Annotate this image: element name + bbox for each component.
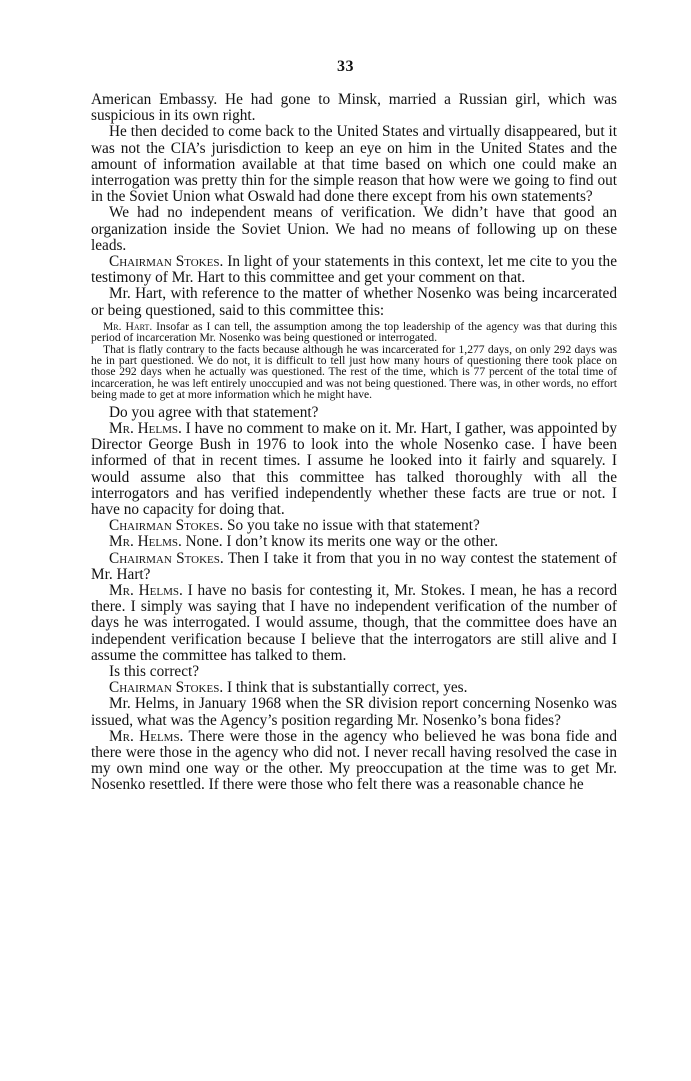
paragraph-text: Insofar as I can tell, the assumption among the top leadership of the agency was that during this period of incarceration Mr. Nosenko was being questioned or interrogated.: [91, 319, 617, 345]
body-text: [91, 92, 617, 794]
paragraph-text: So you take no issue with that statement?: [223, 517, 480, 535]
paragraph-text: He then decided to come back to the United States and virtually disappeared, but it was not the CIA’s jurisdiction to keep an eye on him in the United States and the amount of information available at that time based on which one could make an interrogation was pretty thin for the simple reason that how were we going to find out in the Soviet Union what Oswald had done there except from his own statements?: [91, 123, 617, 206]
paragraph-text: Mr. Helms, in January 1968 when the SR division report concerning Nosenko was issued, what was the Agency’s position regarding Mr. Nosenko’s bona fides?: [91, 695, 617, 729]
paragraph-text: In light of your statements in this context, let me cite to you the testimony of Mr. Hart to this committee and get your comment on that.: [91, 253, 617, 287]
speaker-name: Mr. Helms.: [109, 727, 184, 745]
speaker-name: Chairman Stokes.: [109, 517, 224, 535]
paragraph-text: Do you agree with that statement?: [109, 403, 319, 421]
quote-paragraph: [91, 344, 617, 401]
paragraph-text: I have no comment to make on it. Mr. Hart, I gather, was appointed by Director George Bush in 1976 to look into the whole Nosenko case. I have been informed of that in recent times. I assume he looked into it fairly and squarely. I would assume also that this committee has talked thoroughly with all the interrogators and has verified independently whether these facts are true or not. I have no capacity for doing that.: [91, 419, 618, 518]
speaker-name: Mr. Helms.: [109, 533, 182, 551]
quoted-testimony: [91, 321, 617, 401]
testimony-paragraph: [91, 421, 617, 518]
paragraph-text: Is this correct?: [109, 662, 200, 680]
paragraph-text: There were those in the agency who believed he was bona fide and there were those in the agency who did not. I never recall having resolved the case in my own mind one way or the other. My preoccupation at the time was to get Mr. Nosenko resettled. If there were those who felt there was a reasonable chance he: [91, 727, 617, 794]
testimony-paragraph: [91, 254, 617, 286]
speaker-name: Mr. Helms.: [109, 581, 183, 599]
speaker-name: Mr. Hart.: [103, 319, 153, 333]
testimony-paragraph: [91, 680, 617, 696]
paragraph-text: I have no basis for contesting it, Mr. Stokes. I mean, he has a record there. I simply was saying that I have no independent verification of the number of days he was interrogated. I would assume, though, that the committee does have an independent verification because I believe that the interrogators are still alive and I assume the committee has talked to them.: [91, 581, 617, 664]
paragraph-text: American Embassy. He had gone to Minsk, married a Russian girl, which was suspicious in its own right.: [91, 91, 617, 125]
speaker-name: Chairman Stokes.: [109, 253, 224, 271]
paragraph-text: That is flatly contrary to the facts because although he was incarcerated for 1,277 days, on only 292 days was he in part questioned. We do not, it is difficult to tell just how many hours of questioning there took place on those 292 days when he actually was questioned. The rest of the time, which is 77 percent of the total time of incarceration, he was left entirely unoccupied and was not being questioned. There was, in other words, no effort being made to get at more information which he might have.: [91, 342, 617, 402]
testimony-paragraph: [91, 286, 617, 318]
testimony-paragraph: [91, 518, 617, 534]
testimony-paragraph: [91, 124, 617, 205]
quote-paragraph: [91, 321, 617, 344]
testimony-paragraph: [91, 551, 617, 583]
testimony-paragraph: [91, 405, 617, 421]
speaker-name: Chairman Stokes.: [109, 549, 224, 567]
testimony-section-2: [91, 405, 617, 794]
paragraph-text: I think that is substantially correct, yes.: [223, 679, 468, 697]
paragraph-text: Mr. Hart, with reference to the matter of whether Nosenko was being incarcerated or being questioned, said to this committee this:: [91, 285, 617, 319]
testimony-paragraph: [91, 664, 617, 680]
testimony-paragraph: [91, 92, 617, 124]
speaker-name: Chairman Stokes.: [109, 679, 224, 697]
testimony-paragraph: [91, 696, 617, 728]
speaker-name: Mr. Helms.: [109, 419, 182, 437]
testimony-paragraph: [91, 583, 617, 664]
testimony-paragraph: [91, 534, 617, 550]
paragraph-text: None. I don’t know its merits one way or the other.: [181, 533, 499, 551]
page-number: 33: [337, 58, 354, 75]
paragraph-text: We had no independent means of verification. We didn’t have that good an organization inside the Soviet Union. We had no means of following up on these leads.: [91, 204, 617, 254]
paragraph-text: Then I take it from that you in no way contest the statement of Mr. Hart?: [91, 549, 617, 583]
testimony-paragraph: [91, 205, 617, 254]
testimony-paragraph: [91, 729, 617, 794]
testimony-section-1: [91, 92, 617, 319]
